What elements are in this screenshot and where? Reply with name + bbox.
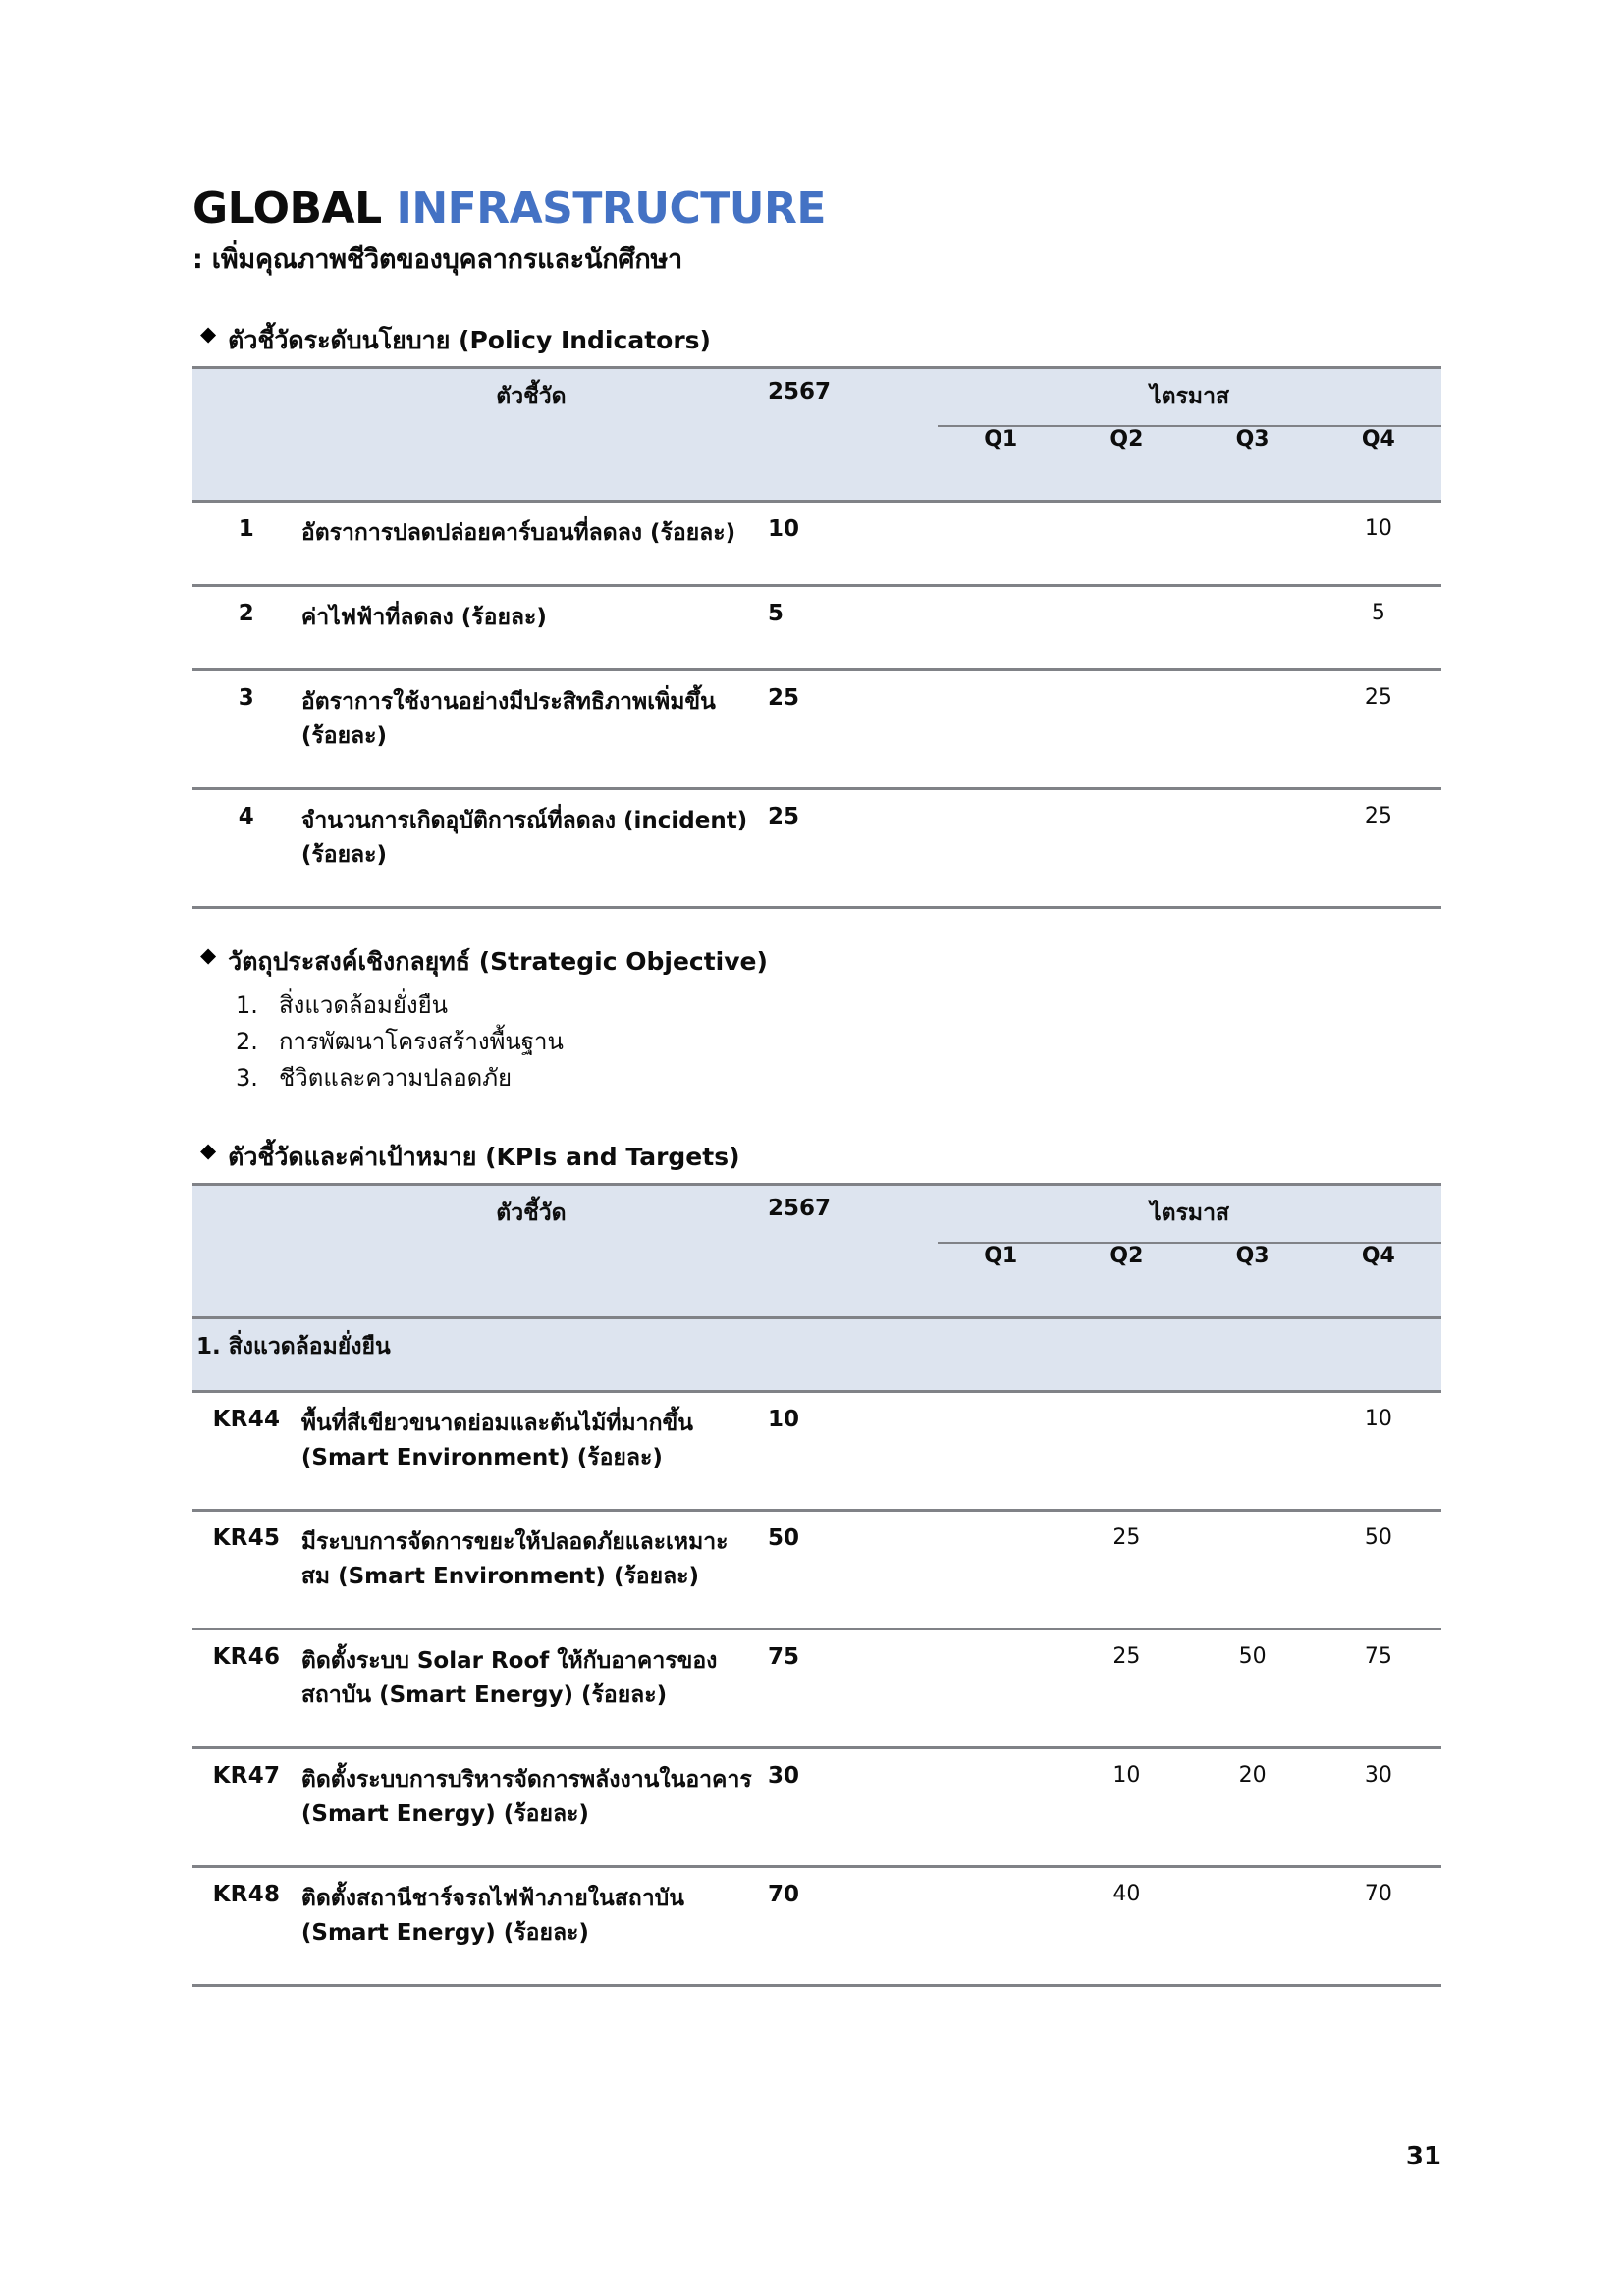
- table-bottom-rule: [192, 1986, 1441, 1988]
- list-item: [236, 1060, 1441, 1096]
- row-name: ติดตั้งระบบการบริหารจัดการพลังงานในอาคาร (Smart Energy) (ร้อยละ): [300, 1748, 762, 1867]
- row-name: มีระบบการจัดการขยะให้ปลอดภัยและเหมาะสม (Smart Environment) (ร้อยละ): [300, 1511, 762, 1629]
- row-q1: [938, 1867, 1063, 1986]
- row-q1: [938, 670, 1063, 789]
- column-header-q1: Q1: [938, 1243, 1063, 1295]
- row-q4: 25: [1316, 789, 1441, 908]
- row-name: พื้นที่สีเขียวขนาดย่อมและต้นไม้ที่มากขึ้น (Smart Environment) (ร้อยละ): [300, 1392, 762, 1511]
- row-q4: 10: [1316, 1392, 1441, 1511]
- row-name: ติดตั้งระบบ Solar Roof ให้กับอาคารของสถาบัน (Smart Energy) (ร้อยละ): [300, 1629, 762, 1748]
- column-header-q4: Q4: [1316, 426, 1441, 478]
- row-id: KR47: [192, 1748, 300, 1867]
- column-header-q2: Q2: [1063, 426, 1189, 478]
- row-id: KR45: [192, 1511, 300, 1629]
- row-q2: 25: [1063, 1511, 1189, 1629]
- column-header-year: 2567: [762, 369, 938, 426]
- row-q3: [1190, 586, 1316, 670]
- page-content: [192, 184, 1441, 1987]
- column-header-indicator: ตัวชี้วัด: [300, 1186, 762, 1243]
- column-header-q4: Q4: [1316, 1243, 1441, 1295]
- diamond-bullet-icon: ◆: [200, 322, 217, 347]
- section-heading-kpis-and-targets-label: ตัวชี้วัดและค่าเป้าหมาย (KPIs and Targets): [228, 1143, 740, 1172]
- row-year-target: 25: [762, 789, 938, 908]
- row-q2: 10: [1063, 1748, 1189, 1867]
- column-header-quarter-group: ไตรมาส: [938, 369, 1441, 426]
- column-header-q3: Q3: [1190, 1243, 1316, 1295]
- page-subtitle: : เพิ่มคุณภาพชีวิตของบุคลากรและนักศึกษา: [192, 244, 683, 276]
- row-year-target: 75: [762, 1629, 938, 1748]
- policy-indicators-table-body: [192, 502, 1441, 909]
- column-header-q1: Q1: [938, 426, 1063, 478]
- table-row: [192, 789, 1441, 908]
- table-section-band: [192, 1318, 1441, 1392]
- row-q3: [1190, 670, 1316, 789]
- column-header-indicator: ตัวชี้วัด: [300, 369, 762, 426]
- row-q3: [1190, 789, 1316, 908]
- row-year-target: 70: [762, 1867, 938, 1986]
- kpis-and-targets-table-body: [192, 1318, 1441, 1987]
- section-heading-strategic-objective-label: วัตถุประสงค์เชิงกลยุทธ์ (Strategic Objective): [228, 946, 768, 976]
- row-q1: [938, 1748, 1063, 1867]
- row-q2: [1063, 1392, 1189, 1511]
- row-id: KR44: [192, 1392, 300, 1511]
- row-id: KR48: [192, 1867, 300, 1986]
- diamond-bullet-icon: ◆: [200, 942, 217, 967]
- row-name: ค่าไฟฟ้าที่ลดลง (ร้อยละ): [300, 586, 762, 670]
- page-title-secondary: INFRASTRUCTURE: [396, 184, 826, 234]
- row-name: อัตราการปลดปล่อยคาร์บอนที่ลดลง (ร้อยละ): [300, 502, 762, 586]
- page-title: [192, 184, 1441, 234]
- table-row: [192, 586, 1441, 670]
- row-q4: 25: [1316, 670, 1441, 789]
- row-q1: [938, 1392, 1063, 1511]
- row-q2: [1063, 586, 1189, 670]
- section-heading-policy-indicators-label: ตัวชี้วัดระดับนโยบาย (Policy Indicators): [228, 326, 711, 355]
- row-q2: 25: [1063, 1629, 1189, 1748]
- row-year-target: 50: [762, 1511, 938, 1629]
- row-q3: 20: [1190, 1748, 1316, 1867]
- row-q1: [938, 1511, 1063, 1629]
- list-item-label: ชีวิตและความปลอดภัย: [279, 1064, 513, 1093]
- row-q1: [938, 789, 1063, 908]
- section-heading-kpis-and-targets: [200, 1138, 1441, 1177]
- row-q3: [1190, 1392, 1316, 1511]
- row-id: 2: [192, 586, 300, 670]
- table-row: [192, 670, 1441, 789]
- list-item-number: 3.: [236, 1064, 258, 1093]
- row-q4: 30: [1316, 1748, 1441, 1867]
- column-header-year: 2567: [762, 1186, 938, 1243]
- row-q2: 40: [1063, 1867, 1189, 1986]
- table-row: [192, 1392, 1441, 1511]
- row-q4: 50: [1316, 1511, 1441, 1629]
- row-q4: 70: [1316, 1867, 1441, 1986]
- policy-indicators-table-header: [192, 368, 1441, 502]
- page-number: 31: [1405, 2142, 1441, 2171]
- row-q3: [1190, 1511, 1316, 1629]
- section-heading-strategic-objective: [200, 942, 1441, 982]
- strategic-objective-list: [236, 988, 1441, 1097]
- list-item-number: 2.: [236, 1028, 258, 1056]
- row-id: 3: [192, 670, 300, 789]
- row-q4: 5: [1316, 586, 1441, 670]
- row-q3: 50: [1190, 1629, 1316, 1748]
- row-name: อัตราการใช้งานอย่างมีประสิทธิภาพเพิ่มขึ้น (ร้อยละ): [300, 670, 762, 789]
- diamond-bullet-icon: ◆: [200, 1139, 217, 1163]
- kpis-and-targets-table: [192, 1183, 1441, 1987]
- row-q1: [938, 1629, 1063, 1748]
- list-item-label: การพัฒนาโครงสร้างพื้นฐาน: [279, 1028, 564, 1056]
- row-id: 1: [192, 502, 300, 586]
- row-name: ติดตั้งสถานีชาร์จรถไฟฟ้าภายในสถาบัน (Smart Energy) (ร้อยละ): [300, 1867, 762, 1986]
- column-header-q3: Q3: [1190, 426, 1316, 478]
- row-year-target: 30: [762, 1748, 938, 1867]
- page-title-primary: GLOBAL: [192, 184, 382, 234]
- table-row: [192, 1867, 1441, 1986]
- policy-indicators-table: [192, 366, 1441, 909]
- row-q1: [938, 502, 1063, 586]
- row-q3: [1190, 1867, 1316, 1986]
- table-row: [192, 1511, 1441, 1629]
- row-q2: [1063, 789, 1189, 908]
- row-q1: [938, 586, 1063, 670]
- list-item-number: 1.: [236, 990, 258, 1019]
- row-id: KR46: [192, 1629, 300, 1748]
- table-row: [192, 1748, 1441, 1867]
- row-name: จำนวนการเกิดอุบัติการณ์ที่ลดลง (incident) (ร้อยละ): [300, 789, 762, 908]
- row-year-target: 5: [762, 586, 938, 670]
- row-q2: [1063, 670, 1189, 789]
- row-q2: [1063, 502, 1189, 586]
- column-header-q2: Q2: [1063, 1243, 1189, 1295]
- table-row: [192, 502, 1441, 586]
- row-year-target: 10: [762, 502, 938, 586]
- row-q4: 75: [1316, 1629, 1441, 1748]
- table-row: [192, 1629, 1441, 1748]
- row-q4: 10: [1316, 502, 1441, 586]
- section-heading-policy-indicators: [200, 321, 1441, 360]
- list-item: [236, 988, 1441, 1024]
- row-id: 4: [192, 789, 300, 908]
- row-q3: [1190, 502, 1316, 586]
- table-section-band-label: 1. สิ่งแวดล้อมยั่งยืน: [192, 1318, 1441, 1392]
- list-item-label: สิ่งแวดล้อมยั่งยืน: [279, 990, 449, 1019]
- row-year-target: 25: [762, 670, 938, 789]
- list-item: [236, 1024, 1441, 1060]
- kpis-and-targets-table-header: [192, 1185, 1441, 1318]
- row-year-target: 10: [762, 1392, 938, 1511]
- column-header-quarter-group: ไตรมาส: [938, 1186, 1441, 1243]
